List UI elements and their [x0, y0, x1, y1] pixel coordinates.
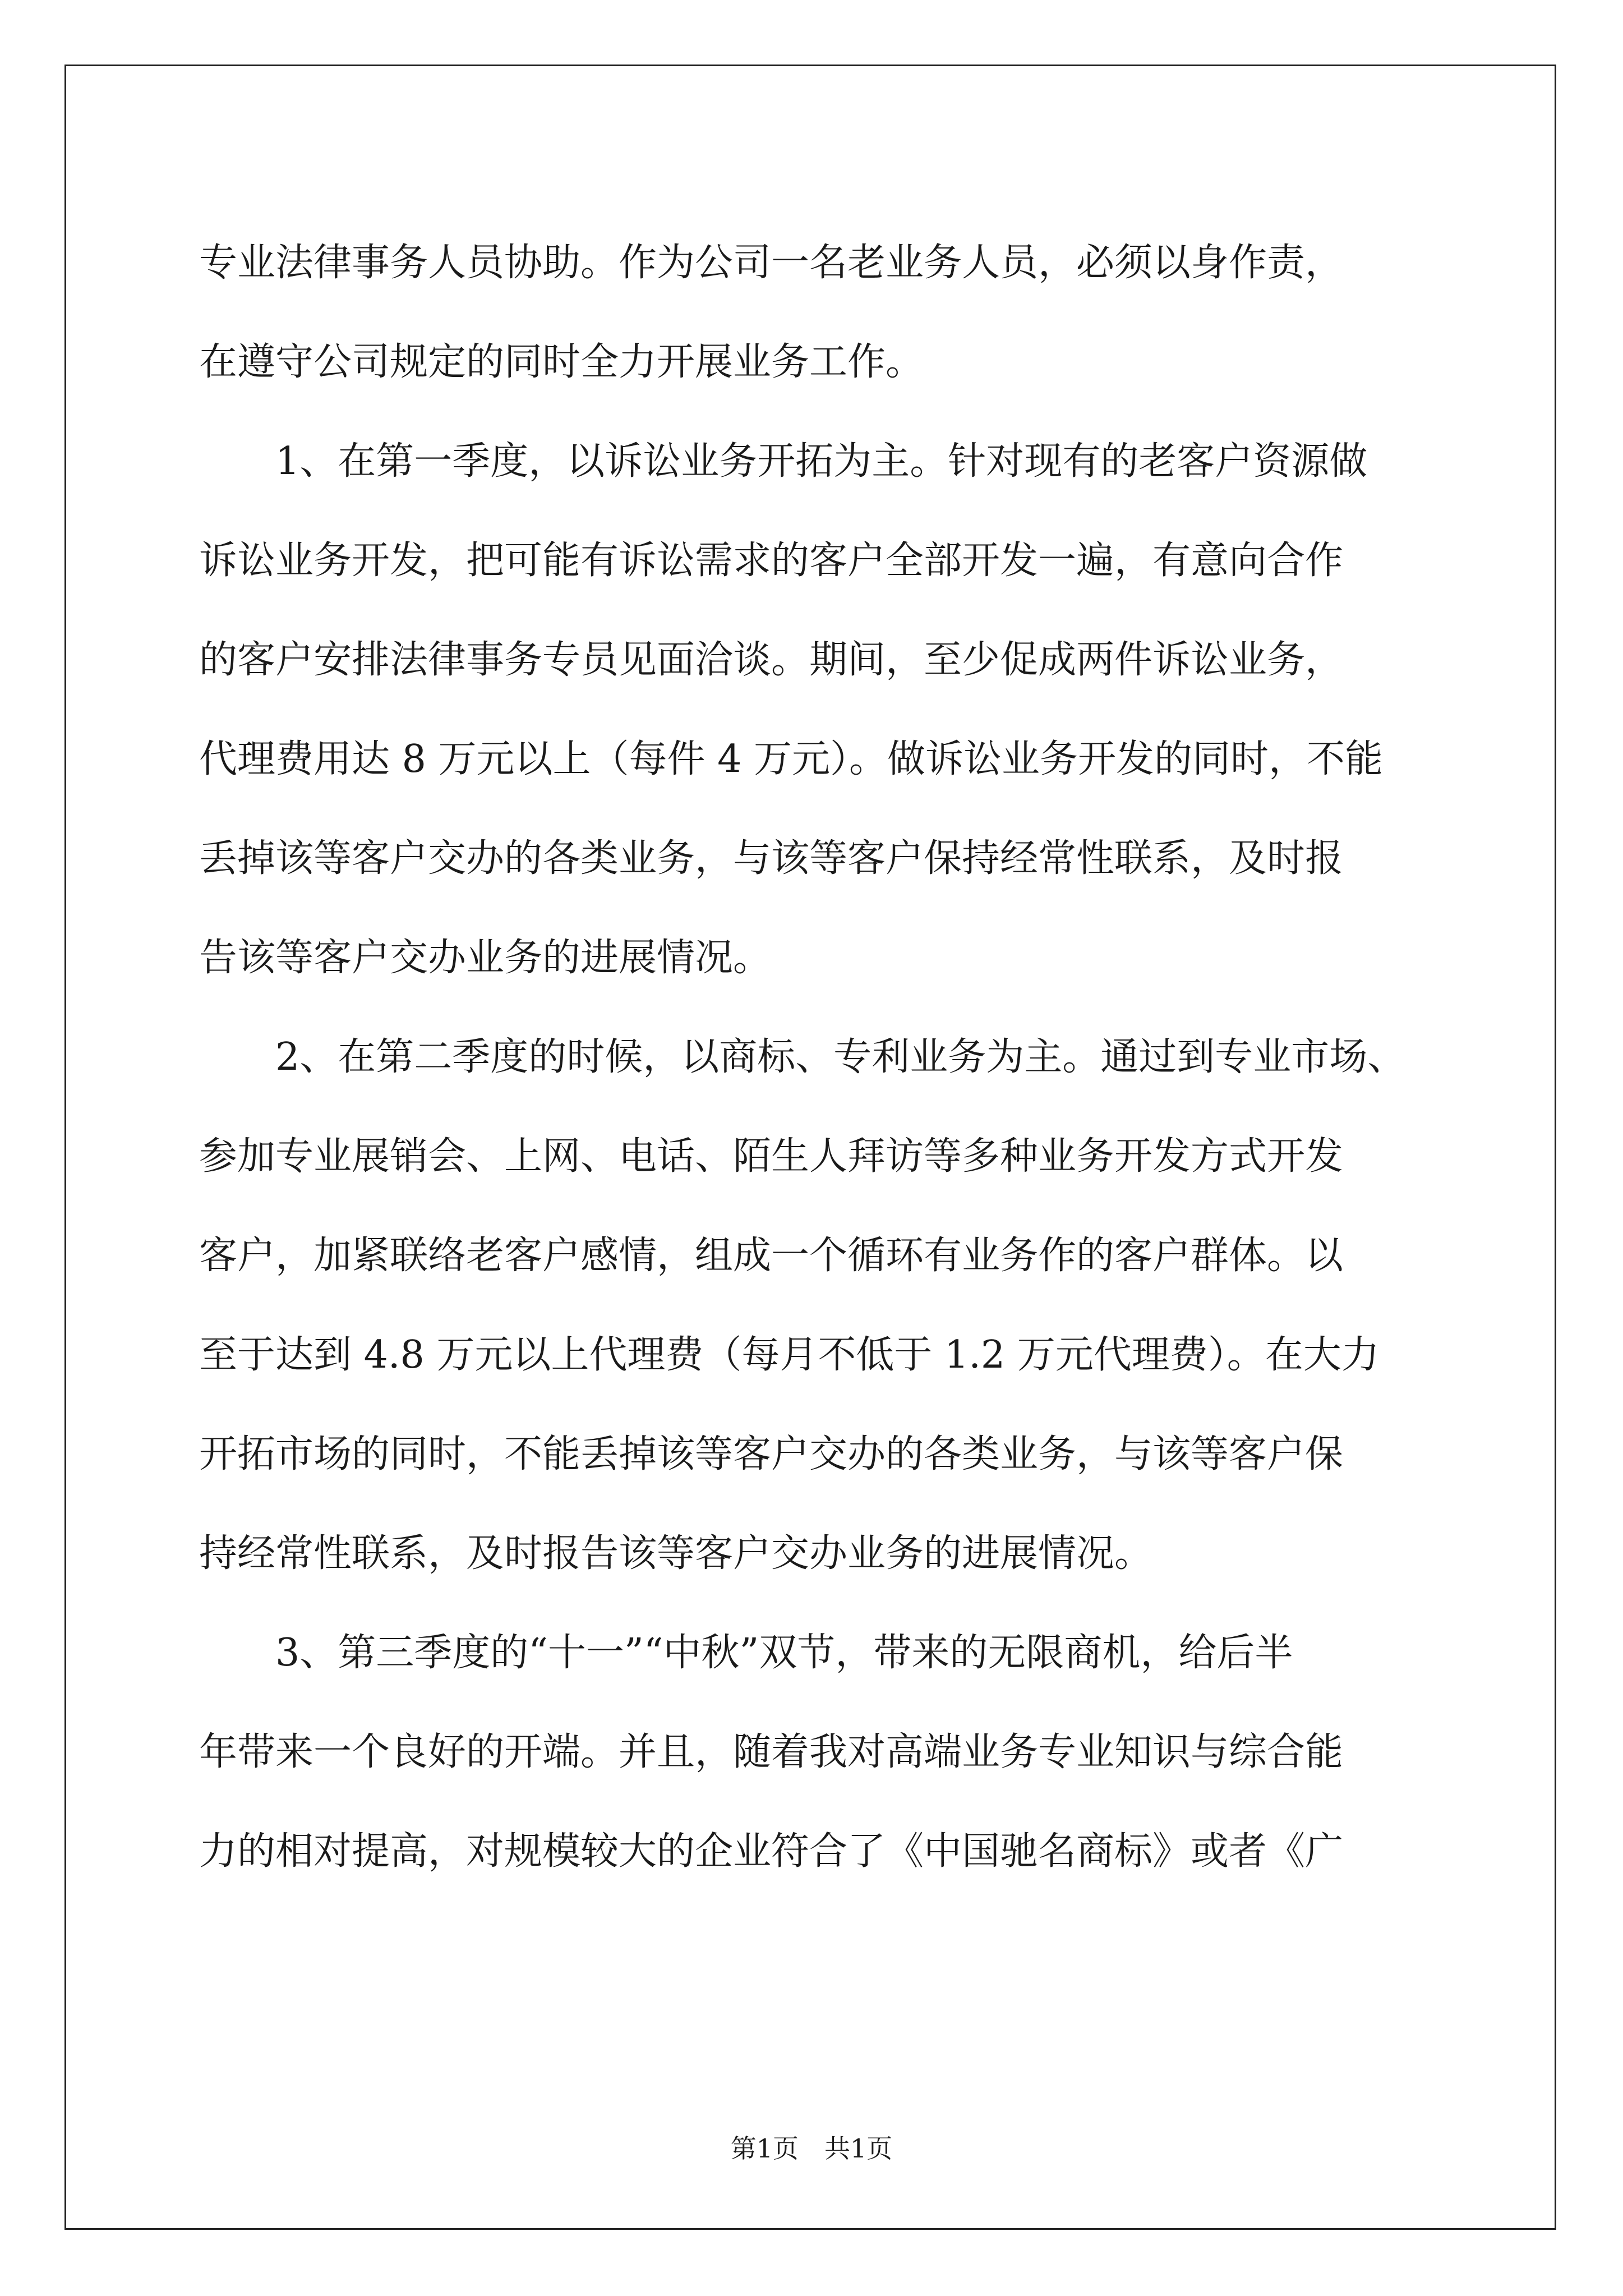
page-footer: 第1页 共1页 [730, 2133, 893, 2164]
text-line: 告该等客户交办业务的进展情况。 [199, 936, 772, 980]
text-line: 专业法律事务人员协助。作为公司一名老业务人员，必须以身作责， [199, 241, 1344, 285]
text-line: 2、在第二季度的时候，以商标、专利业务为主。通过到专业市场、 [275, 1035, 1406, 1079]
text-line: 丢掉该等客户交办的各类业务，与该等客户保持经常性联系，及时报 [199, 836, 1344, 881]
paragraph-4 [199, 1603, 1431, 1901]
paragraph-1 [199, 213, 1431, 412]
text-line: 在遵守公司规定的同时全力开展业务工作。 [199, 340, 924, 384]
text-line: 至于达到 4.8 万元以上代理费（每月不低于 1.2 万元代理费）。在大力 [199, 1333, 1380, 1377]
text-line: 力的相对提高，对规模较大的企业符合了《中国驰名商标》或者《广 [199, 1829, 1344, 1874]
document-body [199, 213, 1431, 1901]
text-line: 诉讼业务开发，把可能有诉讼需求的客户全部开发一遍，有意向合作 [199, 539, 1344, 583]
text-line: 持经常性联系，及时报告该等客户交办业务的进展情况。 [199, 1531, 1153, 1576]
text-line: 3、第三季度的“十一”“中秋”双节，带来的无限商机，给后半 [275, 1631, 1293, 1675]
text-line: 开拓市场的同时，不能丢掉该等客户交办的各类业务，与该等客户保 [199, 1432, 1344, 1476]
text-line: 的客户安排法律事务专员见面洽谈。期间，至少促成两件诉讼业务， [199, 638, 1344, 682]
text-line: 1、在第一季度，以诉讼业务开拓为主。针对现有的老客户资源做 [275, 439, 1368, 484]
text-line: 客户，加紧联络老客户感情，组成一个循环有业务作的客户群体。以 [199, 1234, 1344, 1278]
paragraph-2 [199, 412, 1431, 1007]
text-line: 年带来一个良好的开端。并且，随着我对高端业务专业知识与综合能 [199, 1730, 1344, 1774]
text-line: 代理费用达 8 万元以上（每件 4 万元）。做诉讼业务开发的同时，不能 [199, 737, 1383, 781]
text-line: 参加专业展销会、上网、电话、陌生人拜访等多种业务开发方式开发 [199, 1134, 1344, 1179]
paragraph-3 [199, 1007, 1431, 1603]
